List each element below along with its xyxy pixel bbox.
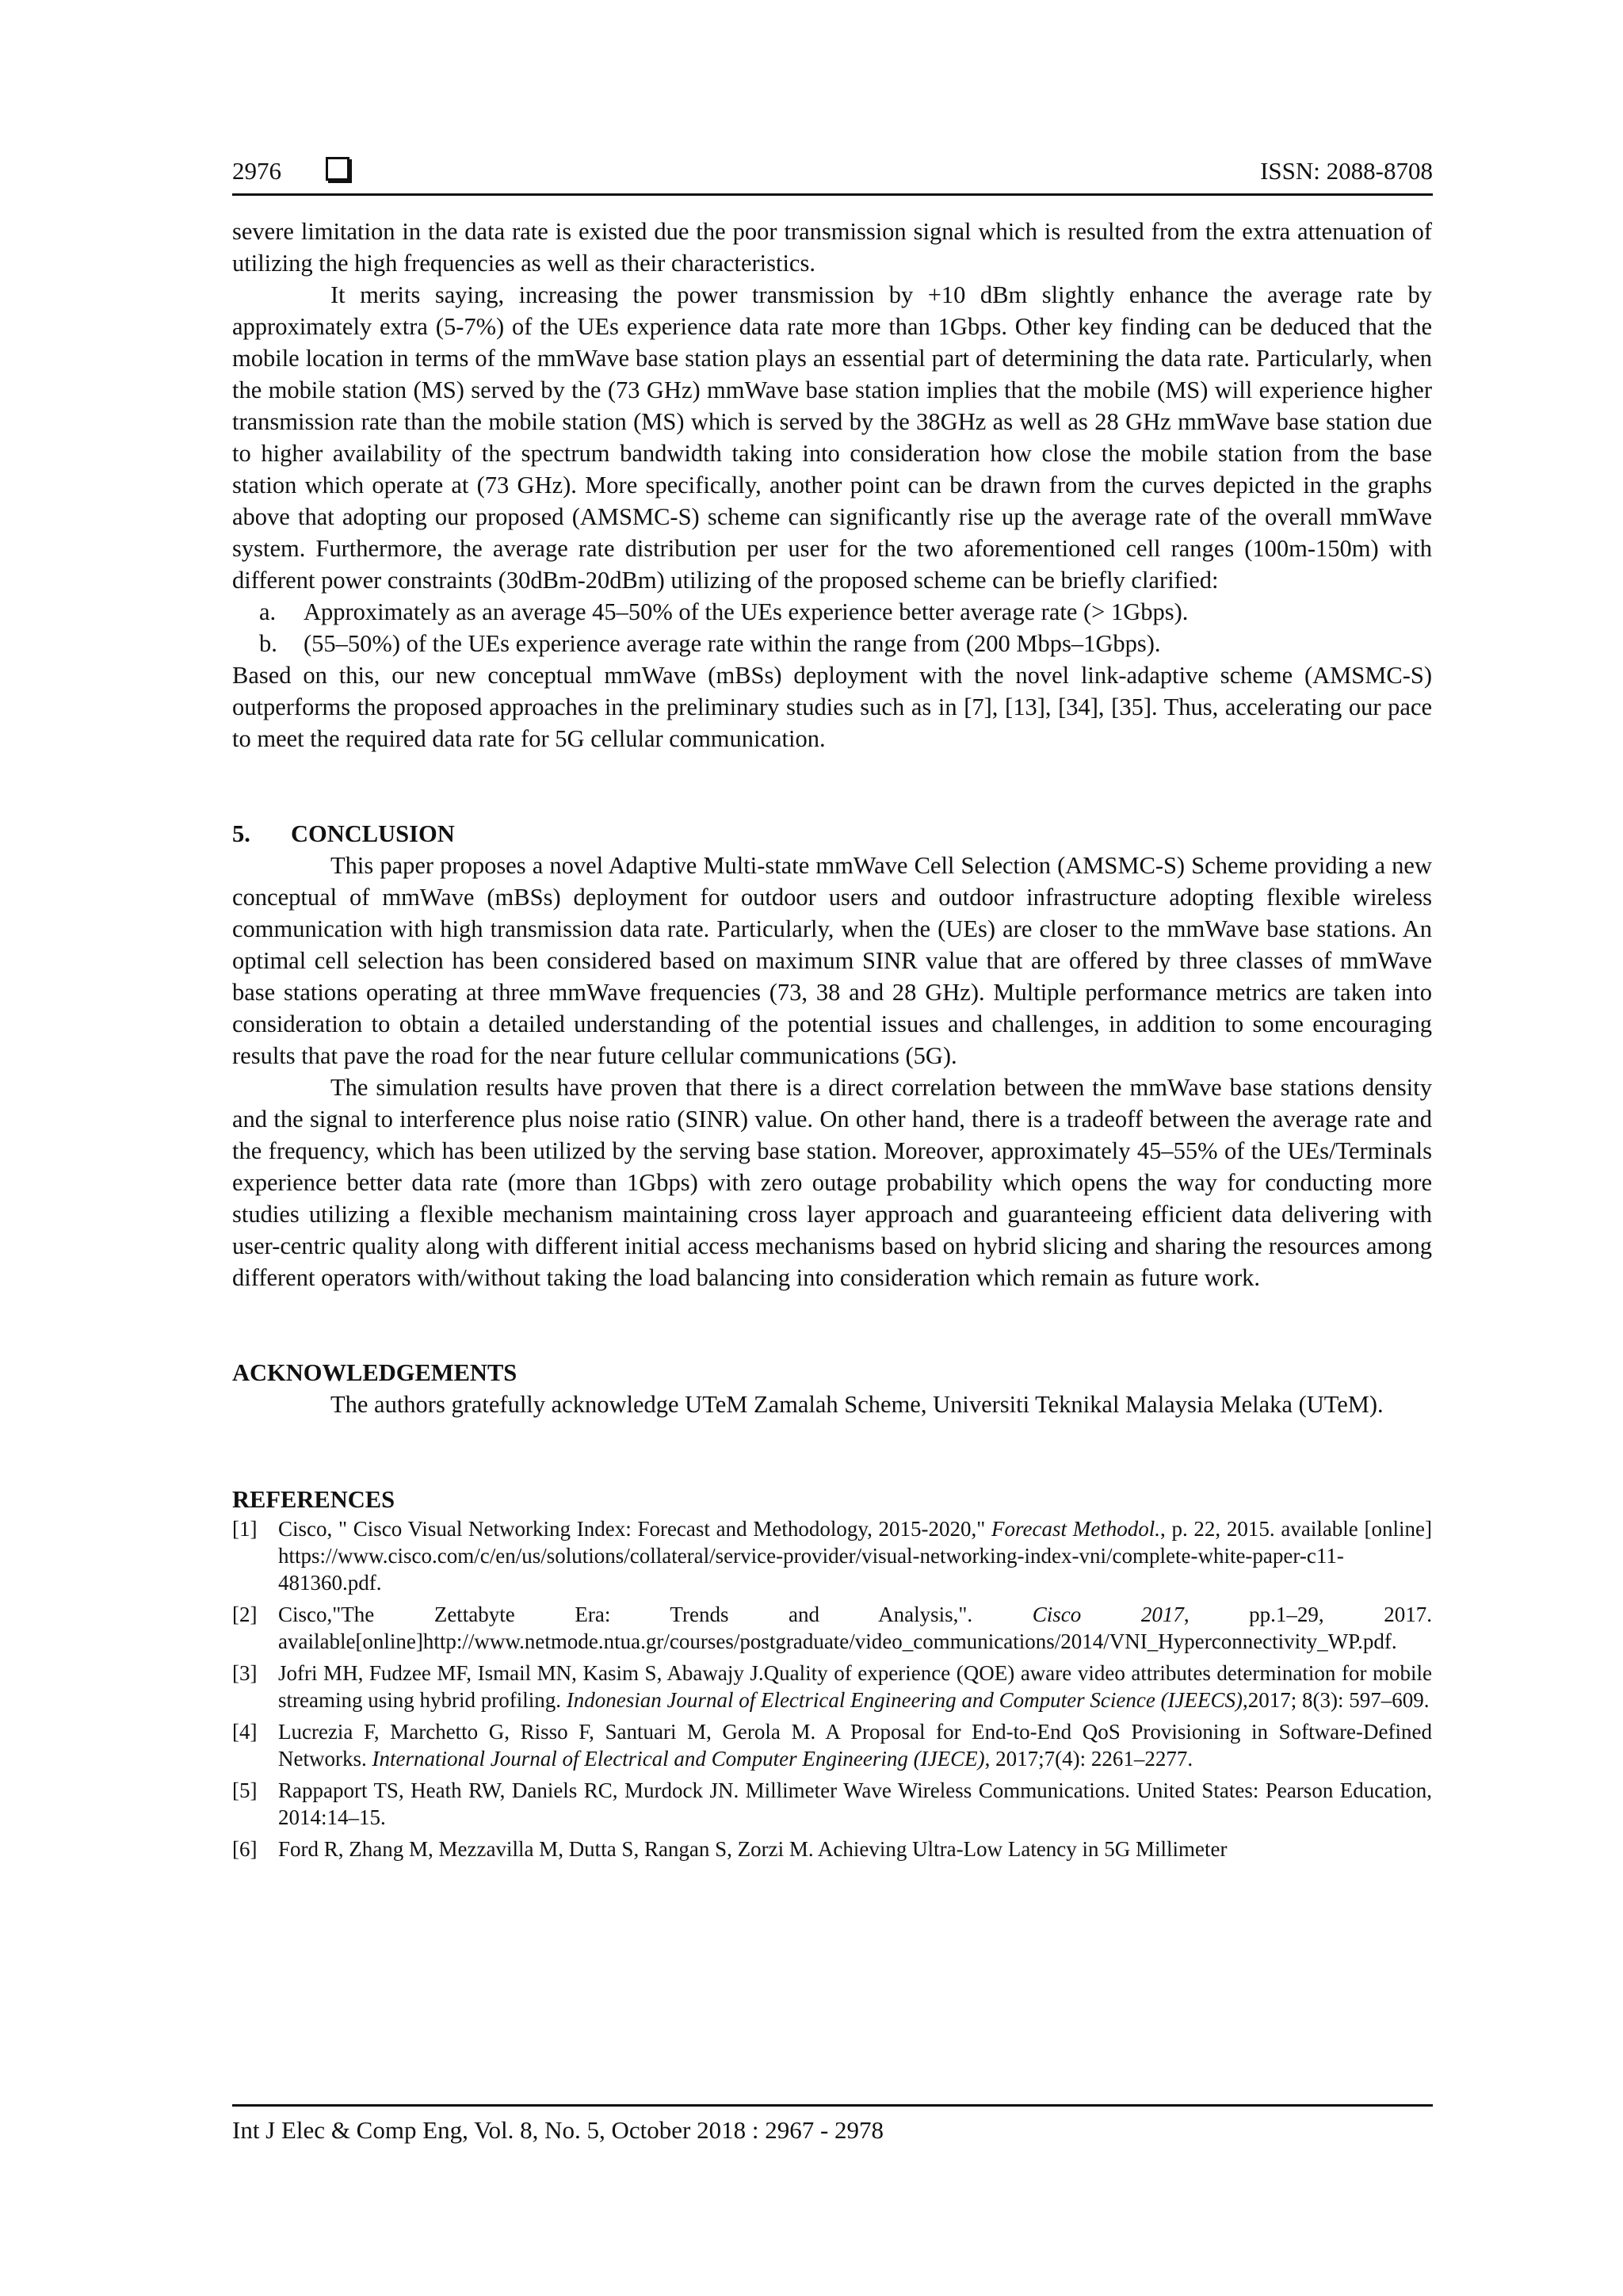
reference-number: [5]	[232, 1778, 258, 1802]
reference-source: Cisco 2017	[1032, 1603, 1184, 1626]
list-item	[232, 628, 1432, 659]
references-heading: REFERENCES	[232, 1486, 395, 1513]
list-marker: b.	[259, 630, 277, 657]
reference-item	[232, 1836, 1432, 1862]
reference-item	[232, 1718, 1432, 1772]
reference-text: Jofri MH, Fudzee MF, Ismail MN, Kasim S, Abawajy J.Quality of experience (QOE) aware video attributes determination for mobile streaming using hybrid profiling.	[278, 1661, 1432, 1712]
paragraph: It merits saying, increasing the power transmission by +10 dBm slightly enhance the average rate by approximately extra (5-7%) of the UEs experience data rate more than 1Gbps. Other key finding can be deduced that the mobile location in terms of the mmWave base station plays an essential part of determining the data rate. Particularly, when the mobile station (MS) served by the (73 GHz) mmWave base station implies that the mobile (MS) will experience higher transmission rate than the mobile station (MS) which is served by the 38GHz as well as 28 GHz mmWave base station due to higher availability of the spectrum bandwidth taking into consideration how close the mobile station from the base station which operate at (73 GHz). More specifically, another point can be drawn from the curves depicted in the graphs above that adopting our proposed (AMSMC-S) scheme can significantly rise up the average rate of the overall mmWave system. Furthermore, the average rate distribution per user for the two aforementioned cell ranges (100m-150m) with different power constraints (30dBm-20dBm) utilizing of the proposed scheme can be briefly clarified:	[232, 281, 1432, 594]
journal-citation: Int J Elec & Comp Eng, Vol. 8, No. 5, October 2018 : 2967 - 2978	[232, 2116, 884, 2144]
reference-details: ,2017; 8(3): 597–609.	[1243, 1688, 1430, 1712]
paragraph: Based on this, our new conceptual mmWave (mBSs) deployment with the novel link-adaptive scheme (AMSMC-S) outperforms the proposed approaches in the preliminary studies such as in [7], [13], [34], [35]. Thus, accelerating our pace to meet the required data rate for 5G cellular communication.	[232, 662, 1432, 752]
reference-list	[232, 1515, 1432, 1862]
reference-details: , p. 22, 2015. available [online] https://www.cisco.com/c/en/us/solutions/collateral/service-provider/visual-networking-index-vni/complete-white-paper-c11-481360.pdf.	[278, 1517, 1432, 1595]
reference-number: [4]	[232, 1720, 258, 1744]
reference-details: , pp.1–29, 2017. available[online]http://www.netmode.ntua.gr/courses/postgraduate/video_communications/2014/VNI_Hyperconnectivity_WP.pdf.	[278, 1603, 1432, 1653]
list-item	[232, 596, 1432, 628]
reference-text: Rappaport TS, Heath RW, Daniels RC, Murdock JN. Millimeter Wave Wireless Communications. United States: Pearson Education, 2014:14–15.	[278, 1778, 1432, 1829]
list-marker: a.	[259, 598, 277, 625]
section-heading	[232, 818, 1432, 850]
reference-text: Cisco, " Cisco Visual Networking Index: Forecast and Methodology, 2015-2020,"	[278, 1517, 992, 1541]
paragraph: The simulation results have proven that there is a direct correlation between the mmWave base stations density and the signal to interference plus noise ratio (SINR) value. On other hand, there is a tradeoff between the average rate and the frequency, which has been utilized by the serving base station. Moreover, approximately 45–55% of the UEs/Terminals experience better data rate (more than 1Gbps) with zero outage probability which opens the way for conducting more studies utilizing a flexible mechanism maintaining cross layer approach and guaranteeing efficient data delivering with user-centric quality along with different initial access mechanisms based on hybrid slicing and sharing the resources among different operators with/without taking the load balancing into consideration which remain as future work.	[232, 1074, 1432, 1291]
reference-number: [1]	[232, 1517, 258, 1541]
reference-details: , 2017;7(4): 2261–2277.	[984, 1747, 1193, 1771]
reference-source: International Journal of Electrical and Computer Engineering (IJECE)	[372, 1747, 985, 1771]
paragraph: severe limitation in the data rate is existed due the poor transmission signal which is resulted from the extra attenuation of utilizing the high frequencies as well as their characteristics.	[232, 218, 1432, 277]
reference-source: Forecast Methodol.	[991, 1517, 1160, 1541]
acknowledgements-text: The authors gratefully acknowledge UTeM Zamalah Scheme, Universiti Teknikal Malaysia Melaka (UTeM).	[330, 1391, 1384, 1418]
reference-item	[232, 1777, 1432, 1831]
reference-source: Indonesian Journal of Electrical Engineering and Computer Science (IJEECS)	[566, 1688, 1243, 1712]
issn-label: ISSN: 2088-8708	[1260, 157, 1433, 185]
box-icon	[326, 157, 349, 181]
list-item-text: Approximately as an average 45–50% of the UEs experience better average rate (> 1Gbps).	[304, 598, 1189, 625]
reference-number: [2]	[232, 1603, 258, 1626]
section-number: 5.	[232, 820, 250, 847]
acknowledgements-heading: ACKNOWLEDGEMENTS	[232, 1359, 517, 1386]
reference-text: Ford R, Zhang M, Mezzavilla M, Dutta S, Rangan S, Zorzi M. Achieving Ultra-Low Latency in 5G Millimeter	[278, 1837, 1228, 1861]
list-item-text: (55–50%) of the UEs experience average rate within the range from (200 Mbps–1Gbps).	[304, 630, 1161, 657]
section-title: CONCLUSION	[291, 820, 455, 847]
reference-text: Cisco,"The Zettabyte Era: Trends and Analysis,".	[278, 1603, 1033, 1626]
reference-number: [3]	[232, 1661, 258, 1685]
reference-item	[232, 1601, 1432, 1655]
reference-item	[232, 1660, 1432, 1713]
page-number: 2976	[232, 157, 281, 185]
main-text	[232, 216, 1432, 1867]
page-footer	[232, 2104, 1433, 2145]
reference-text: Lucrezia F, Marchetto G, Risso F, Santuari M, Gerola M. A Proposal for End-to-End QoS Provisioning in Software-Defined Networks.	[278, 1720, 1432, 1771]
reference-number: [6]	[232, 1837, 258, 1861]
reference-item	[232, 1515, 1432, 1596]
paragraph: This paper proposes a novel Adaptive Multi-state mmWave Cell Selection (AMSMC-S) Scheme providing a new conceptual of mmWave (mBSs) deployment for outdoor users and outdoor infrastructure adopting flexible wireless communication with high transmission data rate. Particularly, when the (UEs) are closer to the mmWave base stations. An optimal cell selection has been considered based on maximum SINR value that are offered by three classes of mmWave base stations operating at three mmWave frequencies (73, 38 and 28 GHz). Multiple performance metrics are taken into consideration to obtain a detailed understanding of the potential issues and challenges, in addition to some encouraging results that pave the road for the near future cellular communications (5G).	[232, 852, 1432, 1069]
page-header	[232, 152, 1433, 196]
